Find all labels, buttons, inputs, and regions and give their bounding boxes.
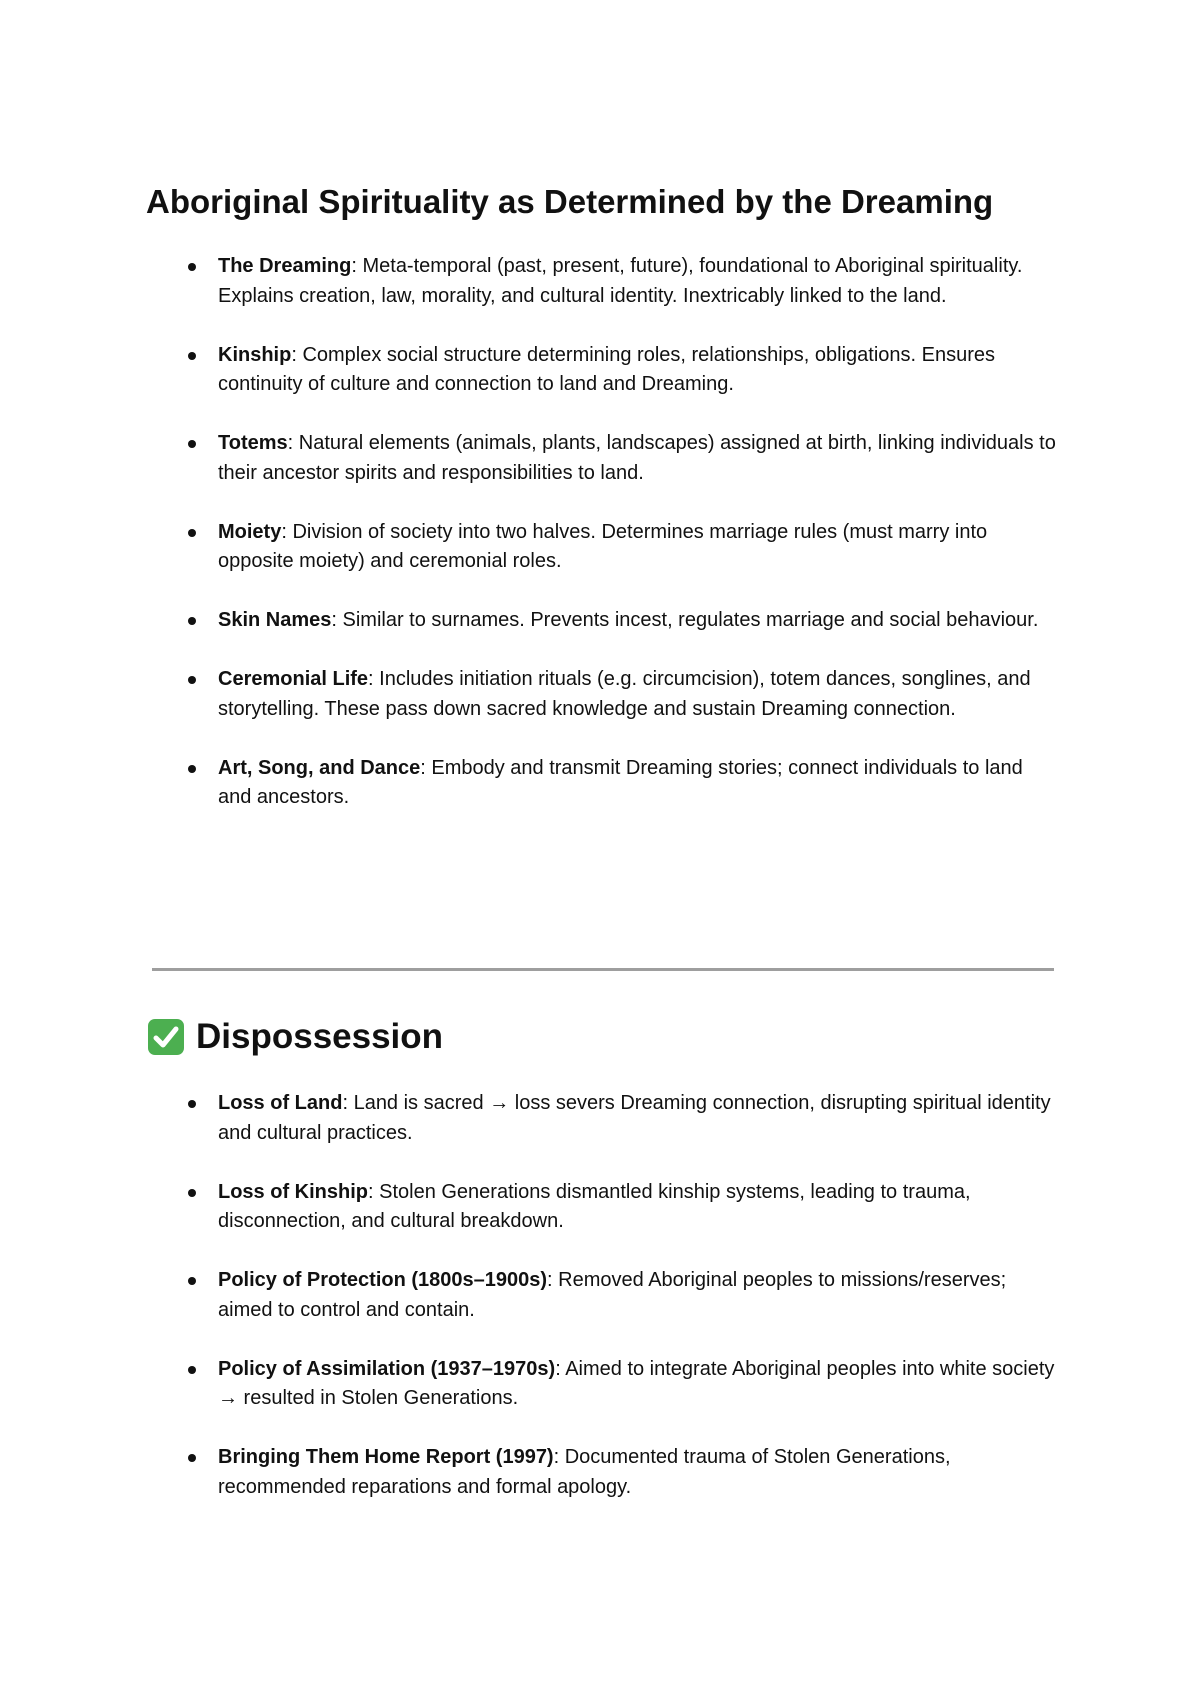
list-item [218, 341, 1058, 400]
list-item-term: The Dreaming [218, 255, 352, 277]
list-item [218, 606, 1058, 636]
bullet-icon [188, 352, 196, 360]
list-item-text: : Stolen Generations dismantled kinship systems, leading to trauma, disconnection, and cultural breakdown. [218, 1180, 971, 1232]
page-title: Aboriginal Spirituality as Determined by the Dreaming [146, 183, 994, 220]
list-item [218, 1355, 1058, 1414]
bullet-icon [188, 263, 196, 271]
bullet-icon [188, 1100, 196, 1108]
list-item-term: Skin Names [218, 609, 332, 631]
list-item-text: : Meta-temporal (past, present, future), foundational to Aboriginal spirituality. Explains creation, law, morality, and cultural identity. Inextricably linked to the land. [218, 255, 1023, 307]
list-item-text: : Includes initiation rituals (e.g. circumcision), totem dances, songlines, and storytelling. These pass down sacred knowledge and sustain Dreaming connection. [218, 668, 1031, 720]
list-item [218, 1178, 1058, 1237]
bullet-icon [188, 617, 196, 625]
list-item [218, 252, 1058, 311]
list-item-text: : Documented trauma of Stolen Generations, recommended reparations and formal apology. [218, 1446, 951, 1498]
bullet-icon [188, 1189, 196, 1197]
list-item-text: : Division of society into two halves. Determines marriage rules (must marry into opposite moiety) and ceremonial roles. [218, 520, 988, 572]
list-item [218, 1089, 1058, 1148]
list-item [218, 665, 1058, 724]
list-item-text: : Embody and transmit Dreaming stories; connect individuals to land and ancestors. [218, 756, 1023, 808]
list-item-text: : Complex social structure determining roles, relationships, obligations. Ensures continuity of culture and connection to land and Dreaming. [218, 343, 996, 395]
list-item [218, 1266, 1058, 1325]
list-item-text: : Land is sacred → loss severs Dreaming connection, disrupting spiritual identity and cultural practices. [218, 1092, 1051, 1144]
spirituality-list [218, 252, 1058, 842]
bullet-icon [188, 676, 196, 684]
bullet-icon [188, 1366, 196, 1374]
list-item-text: : Aimed to integrate Aboriginal peoples into white society → resulted in Stolen Generations. [218, 1357, 1055, 1409]
list-item-term: Loss of Kinship [218, 1180, 368, 1203]
list-item [218, 518, 1058, 577]
bullet-icon [188, 1454, 196, 1462]
list-item-term: Bringing Them Home Report (1997) [218, 1446, 554, 1468]
section-heading [146, 1016, 443, 1058]
bullet-icon [188, 765, 196, 773]
list-item-term: Policy of Assimilation (1937–1970s) [218, 1357, 556, 1380]
dispossession-list [218, 1089, 1058, 1532]
list-item-text: : Similar to surnames. Prevents incest, regulates marriage and social behaviour. [331, 609, 1039, 631]
list-item-text: : Removed Aboriginal peoples to missions/reserves; aimed to control and contain. [218, 1269, 1007, 1321]
list-item-term: Ceremonial Life [218, 668, 369, 690]
section-heading-text: Dispossession [196, 1017, 444, 1056]
list-item [218, 754, 1058, 813]
list-item-term: Art, Song, and Dance [218, 756, 421, 779]
list-item-text: : Natural elements (animals, plants, landscapes) assigned at birth, linking individuals to their ancestor spirits and responsibilities to land. [218, 432, 1056, 484]
check-mark-icon [146, 1017, 186, 1057]
list-item-term: Policy of Protection (1800s–1900s) [218, 1269, 548, 1291]
list-item [218, 429, 1058, 488]
list-item [218, 1443, 1058, 1502]
horizontal-divider [152, 968, 1054, 971]
bullet-icon [188, 1277, 196, 1285]
list-item-term: Totems [218, 432, 288, 454]
bullet-icon [188, 440, 196, 448]
list-item-term: Loss of Land [218, 1092, 343, 1114]
list-item-term: Kinship [218, 343, 292, 366]
bullet-icon [188, 529, 196, 537]
list-item-term: Moiety [218, 520, 282, 543]
